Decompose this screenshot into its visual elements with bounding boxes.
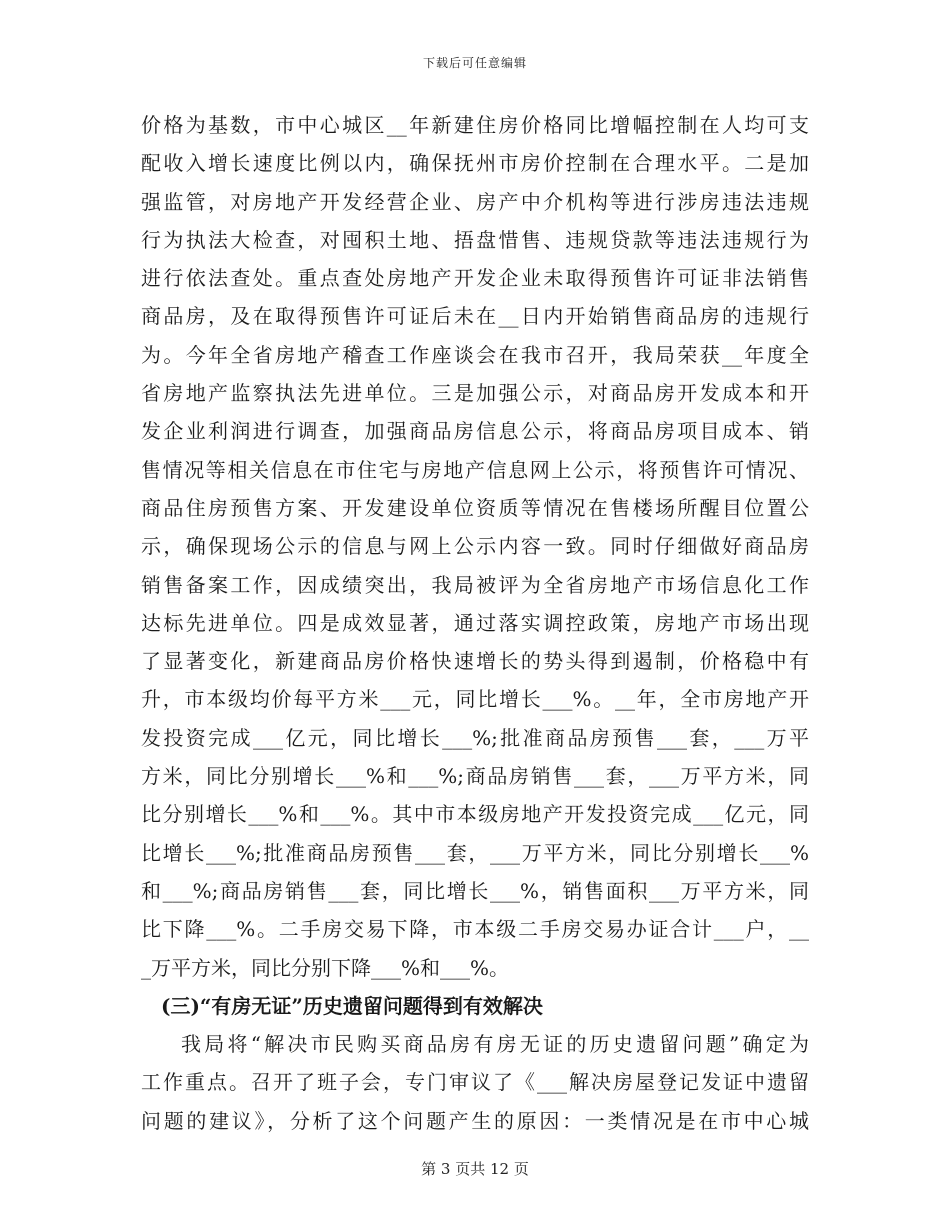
paragraph-line: 行为执法大检查，对囤积土地、捂盘惜售、违规贷款等违法违规行为 (141, 227, 809, 252)
paragraph-line: 比下降___%。二手房交易下降，市本级二手房交易办证合计___户，__ (141, 917, 809, 942)
paragraph-line: _万平方米，同比分别下降___%和___%。 (141, 955, 510, 980)
page-footer: 第 3 页共 12 页 (421, 1160, 529, 1178)
paragraph-line: 比增长___%;批准商品房预售___套，___万平方米，同比分别增长___% (141, 840, 809, 865)
section-heading: (三)“有房无证”历史遗留问题得到有效解决 (161, 993, 543, 1018)
paragraph-line: 和___%;商品房销售___套，同比增长___%，销售面积___万平方米，同 (141, 878, 809, 903)
paragraph-line: 工作重点。召开了班子会，专门审议了《___解决房屋登记发证中遗留 (141, 1070, 809, 1095)
paragraph-line: 为。今年全省房地产稽查工作座谈会在我市召开，我局荣获__年度全 (141, 342, 809, 367)
paragraph-line: 发投资完成___亿元，同比增长___%;批准商品房预售___套，___万平 (141, 725, 809, 750)
paragraph-line: 价格为基数，市中心城区__年新建住房价格同比增幅控制在人均可支 (141, 113, 809, 137)
page-header: 下载后可任意编辑 (422, 56, 527, 70)
paragraph-line: 我局将“解决市民购买商品房有房无证的历史遗留问题”确定为 (181, 1032, 809, 1057)
paragraph-line: 省房地产监察执法先进单位。三是加强公示，对商品房开发成本和开 (141, 381, 809, 406)
paragraph-line: 比分别增长___%和___%。其中市本级房地产开发投资完成___亿元，同 (141, 802, 809, 827)
paragraph-line: 了显著变化，新建商品房价格快速增长的势头得到遏制，价格稳中有 (141, 649, 809, 674)
paragraph-line: 配收入增长速度比例以内，确保抚州市房价控制在合理水平。二是加 (141, 151, 809, 176)
paragraph-line: 示，确保现场公示的信息与网上公示内容一致。同时仔细做好商品房 (141, 534, 809, 559)
paragraph-line: 强监管，对房地产开发经营企业、房产中介机构等进行涉房违法违规 (141, 189, 809, 214)
paragraph-line: 升，市本级均价每平方米___元，同比增长___%。__年，全市房地产开 (141, 687, 809, 712)
paragraph-line: 销售备案工作，因成绩突出，我局被评为全省房地产市场信息化工作 (141, 572, 809, 597)
paragraph-line: 达标先进单位。四是成效显著，通过落实调控政策，房地产市场出现 (141, 610, 809, 635)
paragraph-line: 发企业利润进行调查，加强商品房信息公示，将商品房项目成本、销 (141, 419, 809, 444)
paragraph-line: 商品房，及在取得预售许可证后未在__日内开始销售商品房的违规行 (141, 304, 809, 329)
paragraph-line: 方米，同比分别增长___%和___%;商品房销售___套，___万平方米，同 (141, 764, 809, 789)
document-body (141, 106, 809, 1140)
paragraph-line: 进行依法查处。重点查处房地产开发企业未取得预售许可证非法销售 (141, 266, 809, 291)
paragraph-line: 商品住房预售方案、开发建设单位资质等情况在售楼场所醒目位置公 (141, 495, 809, 520)
paragraph-line: 问题的建议》，分析了这个问题产生的原因：一类情况是在市中心城 (141, 1108, 809, 1133)
paragraph-line: 售情况等相关信息在市住宅与房地产信息网上公示，将预售许可情况、 (141, 457, 809, 482)
